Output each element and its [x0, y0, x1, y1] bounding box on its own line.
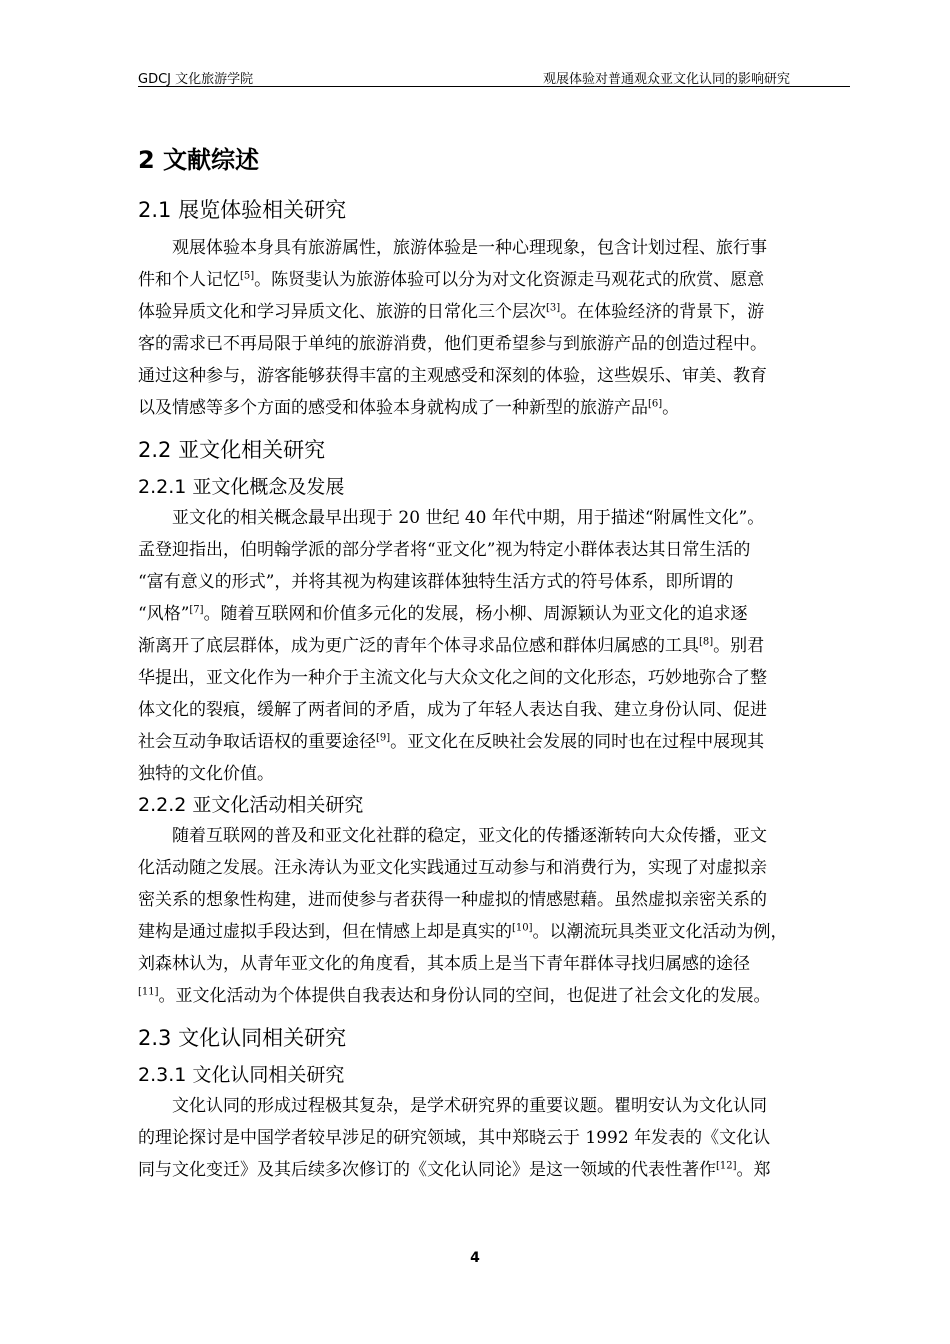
subsection-heading-2-3-1: 2.3.1 文化认同相关研究 — [138, 1064, 345, 1086]
text-line: 的理论探讨是中国学者较早涉足的研究领域，其中郑晓云于 1992 年发表的《文化认 — [138, 1128, 771, 1148]
text-line: 体文化的裂痕，缓解了两者间的矛盾，成为了年轻人表达自我、建立身份认同、促进 — [138, 700, 767, 720]
subsection-heading-2-2-1: 2.2.1 亚文化概念及发展 — [138, 476, 345, 498]
text-line: “富有意义的形式”，并将其视为构建该群体独特生活方式的符号体系，即所谓的 — [138, 572, 734, 592]
citation: [6] — [648, 398, 663, 410]
page-content — [138, 130, 852, 1186]
running-header — [138, 66, 850, 87]
text-line: 同与文化变迁》及其后续多次修订的《文化认同论》是这一领域的代表性著作[12]。郑 — [138, 1160, 771, 1180]
text-line: 件和个人记忆[5]。陈贤斐认为旅游体验可以分为对文化资源走马观花式的欣赏、愿意 — [138, 270, 765, 290]
text-line: 通过这种参与，游客能够获得丰富的主观感受和深刻的体验，这些娱乐、审美、教育 — [138, 366, 767, 386]
header-thesis-title: 观展体验对普通观众亚文化认同的影响研究 — [542, 72, 790, 87]
paragraph-2-3-1 — [138, 1090, 852, 1186]
section-heading-2-2: 2.2 亚文化相关研究 — [138, 438, 326, 462]
chapter-heading: 2 文献综述 — [138, 146, 260, 174]
citation: [10] — [512, 922, 533, 934]
citation: [3] — [546, 302, 561, 314]
text-line: 观展体验本身具有旅游属性，旅游体验是一种心理现象，包含计划过程、旅行事 — [172, 238, 767, 258]
text-line: 密关系的想象性构建，进而使参与者获得一种虚拟的情感慰藉。虽然虚拟亲密关系的 — [138, 890, 767, 910]
text-line: 亚文化的相关概念最早出现于 20 世纪 40 年代中期，用于描述“附属性文化”。 — [172, 508, 765, 528]
header-institution: GDCJ 文化旅游学院 — [138, 72, 254, 87]
text-line: 独特的文化价值。 — [138, 764, 274, 784]
section-heading-2-3: 2.3 文化认同相关研究 — [138, 1026, 347, 1050]
citation: [5] — [240, 270, 255, 282]
text-line: 孟登迎指出，伯明翰学派的部分学者将“亚文化”视为特定小群体表达其日常生活的 — [138, 540, 751, 560]
text-line: 建构是通过虚拟手段达到，但在情感上却是真实的[10]。以潮流玩具类亚文化活动为例， — [138, 922, 788, 942]
text-line: 客的需求已不再局限于单纯的旅游消费，他们更希望参与到旅游产品的创造过程中。 — [138, 334, 767, 354]
text-line: 随着互联网的普及和亚文化社群的稳定，亚文化的传播逐渐转向大众传播，亚文 — [172, 826, 767, 846]
text-line: 文化认同的形成过程极其复杂，是学术研究界的重要议题。瞿明安认为文化认同 — [172, 1096, 767, 1116]
citation: [8] — [699, 636, 714, 648]
subsection-heading-2-2-2: 2.2.2 亚文化活动相关研究 — [138, 794, 364, 816]
citation: [7] — [189, 604, 204, 616]
text-line: 化活动随之发展。汪永涛认为亚文化实践通过互动参与和消费行为，实现了对虚拟亲 — [138, 858, 767, 878]
section-heading-2-1: 2.1 展览体验相关研究 — [138, 198, 347, 222]
page-number: 4 — [470, 1250, 480, 1266]
text-line: “风格”[7]。随着互联网和价值多元化的发展，杨小柳、周源颖认为亚文化的追求逐 — [138, 604, 748, 624]
text-line: 体验异质文化和学习异质文化、旅游的日常化三个层次[3]。在体验经济的背景下，游 — [138, 302, 765, 322]
citation: [11] — [138, 986, 159, 998]
paragraph-2-2-2 — [138, 820, 852, 1012]
text-line: 华提出，亚文化作为一种介于主流文化与大众文化之间的文化形态，巧妙地弥合了整 — [138, 668, 767, 688]
text-line: 以及情感等多个方面的感受和体验本身就构成了一种新型的旅游产品[6]。 — [138, 398, 680, 418]
text-line: 渐离开了底层群体，成为更广泛的青年个体寻求品位感和群体归属感的工具[8]。别君 — [138, 636, 765, 656]
paragraph-2-2-1 — [138, 502, 852, 790]
text-line: 社会互动争取话语权的重要途径[9]。亚文化在反映社会发展的同时也在过程中展现其 — [138, 732, 765, 752]
paragraph-2-1 — [138, 232, 852, 424]
citation: [12] — [716, 1160, 737, 1172]
citation: [9] — [376, 732, 391, 744]
text-line: 刘森林认为，从青年亚文化的角度看，其本质上是当下青年群体寻找归属感的途径 — [138, 954, 750, 974]
text-line: [11]。亚文化活动为个体提供自我表达和身份认同的空间，也促进了社会文化的发展。 — [138, 986, 771, 1006]
